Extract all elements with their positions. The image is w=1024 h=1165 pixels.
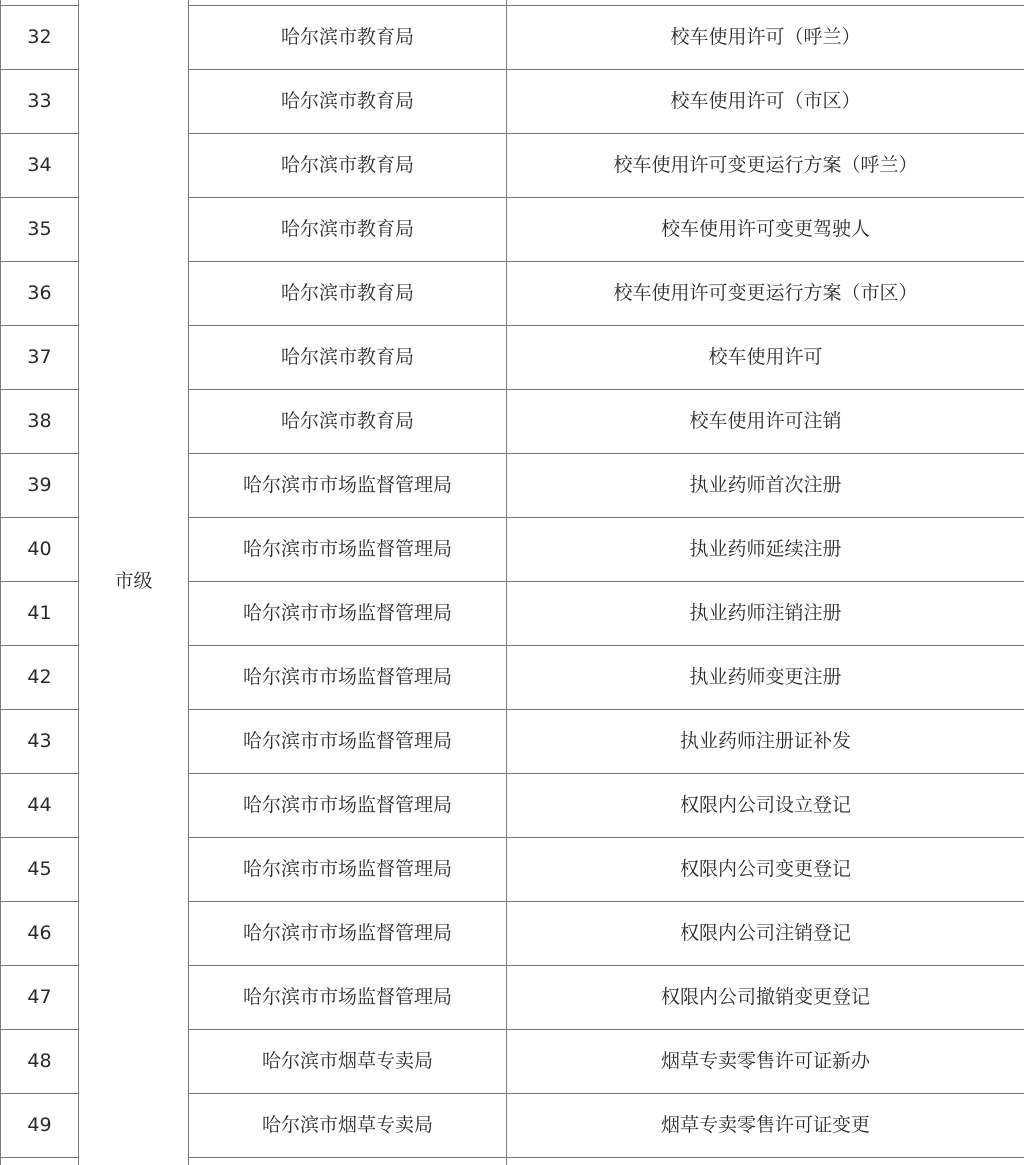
cell-department: 哈尔滨市市场监督管理局 — [189, 710, 507, 774]
cell-department: 哈尔滨市市场监督管理局 — [189, 454, 507, 518]
cell-item: 校车使用许可注销 — [507, 390, 1024, 454]
cell-item: 校车使用许可变更运行方案（市区） — [507, 262, 1024, 326]
cell-number: 37 — [1, 326, 79, 390]
cell-number: 49 — [1, 1094, 79, 1158]
cell-item — [507, 1158, 1024, 1165]
cell-department: 哈尔滨市烟草专卖局 — [189, 1030, 507, 1094]
cell-number: 33 — [1, 70, 79, 134]
cell-item: 权限内公司变更登记 — [507, 838, 1024, 902]
cell-department: 哈尔滨市教育局 — [189, 198, 507, 262]
cell-item: 执业药师首次注册 — [507, 454, 1024, 518]
cell-number: 34 — [1, 134, 79, 198]
cell-number: 46 — [1, 902, 79, 966]
cell-department: 哈尔滨市市场监督管理局 — [189, 838, 507, 902]
cell-number: 43 — [1, 710, 79, 774]
cell-item: 烟草专卖零售许可证新办 — [507, 1030, 1024, 1094]
cell-item: 权限内公司设立登记 — [507, 774, 1024, 838]
cell-department: 哈尔滨市市场监督管理局 — [189, 582, 507, 646]
cell-number: 42 — [1, 646, 79, 710]
cell-item: 校车使用许可变更驾驶人 — [507, 198, 1024, 262]
cell-number: 41 — [1, 582, 79, 646]
cell-number: 39 — [1, 454, 79, 518]
cell-number: 35 — [1, 198, 79, 262]
cell-item: 执业药师变更注册 — [507, 646, 1024, 710]
cell-number — [1, 1158, 79, 1165]
cell-item: 校车使用许可（呼兰） — [507, 6, 1024, 70]
cell-number: 45 — [1, 838, 79, 902]
cell-item: 烟草专卖零售许可证变更 — [507, 1094, 1024, 1158]
cell-department — [189, 1158, 507, 1165]
cell-number: 47 — [1, 966, 79, 1030]
cell-department: 哈尔滨市教育局 — [189, 134, 507, 198]
cell-department: 哈尔滨市烟草专卖局 — [189, 1094, 507, 1158]
cell-department: 哈尔滨市教育局 — [189, 390, 507, 454]
cell-department: 哈尔滨市市场监督管理局 — [189, 774, 507, 838]
cell-number: 38 — [1, 390, 79, 454]
cell-department: 哈尔滨市教育局 — [189, 6, 507, 70]
cell-department: 哈尔滨市市场监督管理局 — [189, 902, 507, 966]
cell-department: 哈尔滨市市场监督管理局 — [189, 646, 507, 710]
cell-number: 48 — [1, 1030, 79, 1094]
cell-level: 市级 — [79, 0, 189, 1165]
cell-number: 36 — [1, 262, 79, 326]
cell-item: 权限内公司注销登记 — [507, 902, 1024, 966]
cell-number: 44 — [1, 774, 79, 838]
cell-department: 哈尔滨市教育局 — [189, 70, 507, 134]
cell-item: 校车使用许可 — [507, 326, 1024, 390]
cell-department: 哈尔滨市市场监督管理局 — [189, 966, 507, 1030]
cell-item: 校车使用许可（市区） — [507, 70, 1024, 134]
cell-number: 32 — [1, 6, 79, 70]
cell-number: 40 — [1, 518, 79, 582]
cell-department: 哈尔滨市市场监督管理局 — [189, 518, 507, 582]
table-body — [1, 0, 1024, 1165]
cell-item: 执业药师注册证补发 — [507, 710, 1024, 774]
cell-item: 权限内公司撤销变更登记 — [507, 966, 1024, 1030]
cell-item: 校车使用许可变更运行方案（呼兰） — [507, 134, 1024, 198]
cell-department: 哈尔滨市教育局 — [189, 262, 507, 326]
cell-item: 执业药师注销注册 — [507, 582, 1024, 646]
cell-item: 执业药师延续注册 — [507, 518, 1024, 582]
cell-department: 哈尔滨市教育局 — [189, 326, 507, 390]
